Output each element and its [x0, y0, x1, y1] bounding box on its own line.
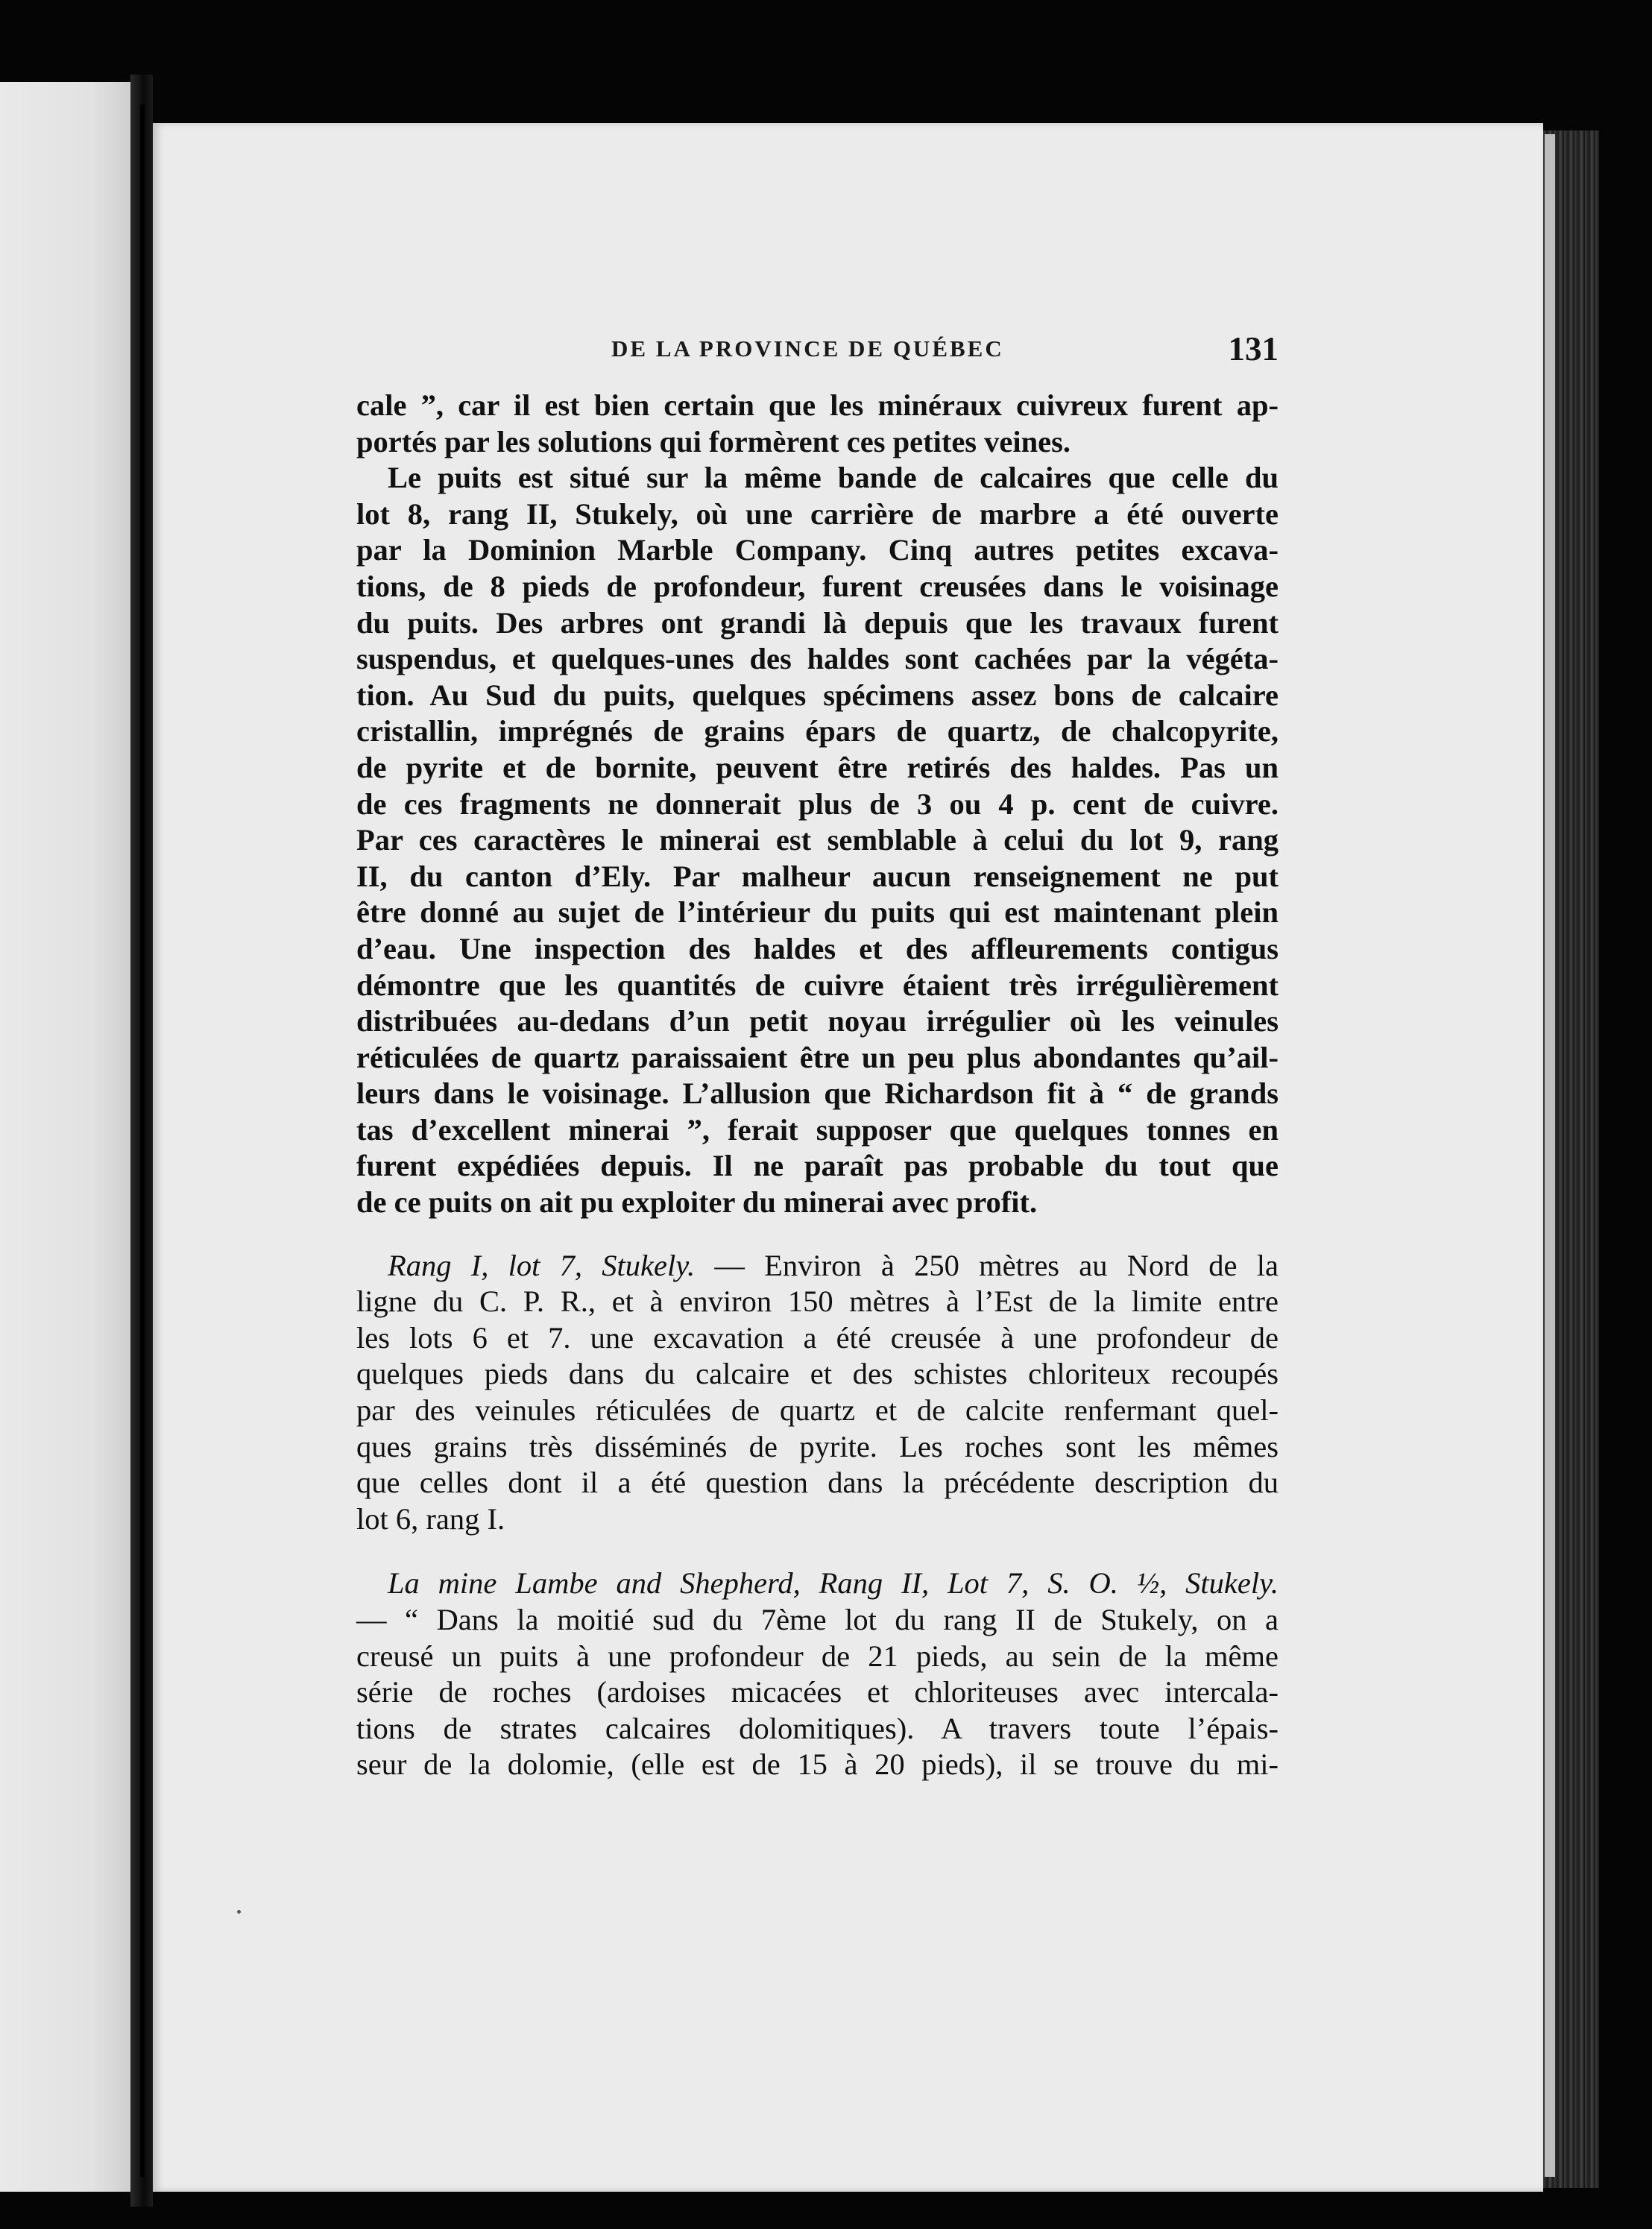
text-line: Le puits est situé sur la même bande de calcaires que celle du	[388, 461, 1279, 495]
text-line: tions de strates calcaires dolomitiques). A travers toute l’épais-	[356, 1711, 1279, 1745]
text-line: tion. Au Sud du puits, quelques spécimens assez bons de calcaire	[356, 678, 1279, 712]
text-line: tas d’excellent minerai ”, ferait supposer que quelques tonnes en	[356, 1112, 1279, 1147]
text-line: série de roches (ardoises micacées et chloriteuses avec intercala-	[356, 1675, 1279, 1709]
paragraph-spacer	[356, 1537, 1279, 1566]
text-line: d’eau. Une inspection des haldes et des affleurements contigus	[356, 931, 1279, 965]
text-line: lot 8, rang II, Stukely, où une carrière de marbre a été ouverte	[356, 496, 1279, 531]
text-line: Par ces caractères le minerai est semblable à celui du lot 9, rang	[356, 823, 1279, 857]
paragraph-lambe-shepherd	[356, 1566, 1279, 1783]
heading-continuation: — Environ à 250 mètres au Nord de la	[714, 1248, 1279, 1282]
running-header	[358, 330, 1279, 374]
text-line: par des veinules réticulées de quartz et de calcite renfermant quel-	[356, 1393, 1279, 1428]
page-number: 131	[1228, 330, 1279, 368]
text-line: creusé un puits à une profondeur de 21 pieds, au sein de la même	[356, 1639, 1279, 1673]
text-line: être donné au sujet de l’intérieur du puits qui est maintenant plein	[356, 895, 1279, 930]
running-title: DE LA PROVINCE DE QUÉBEC	[611, 335, 1004, 362]
section-heading: La mine Lambe and Shepherd, Rang II, Lot 7, S. O. ½, Stukely.	[388, 1566, 1279, 1601]
text-line: que celles dont il a été question dans la précédente description du	[356, 1466, 1279, 1500]
section-heading: Rang I, lot 7, Stukely.	[388, 1248, 696, 1282]
text-line	[356, 1248, 1279, 1284]
text-line: tions, de 8 pieds de profondeur, furent creusées dans le voisinage	[356, 569, 1279, 603]
paragraph-continuation	[356, 388, 1279, 460]
facing-page-edge	[0, 82, 130, 2192]
text-line: du puits. Des arbres ont grandi là depuis que les travaux furent	[356, 605, 1279, 640]
text-line: cristallin, imprégnés de grains épars de quartz, de chalcopyrite,	[356, 714, 1279, 748]
paper-speck	[237, 1910, 241, 1914]
text-line: de ce puits on ait pu exploiter du minerai avec profit.	[356, 1185, 1038, 1220]
paragraph-puits	[356, 460, 1279, 1220]
text-line: de pyrite et de bornite, peuvent être retirés des haldes. Pas un	[356, 750, 1279, 784]
paragraph-rang-i-lot-7	[356, 1248, 1279, 1538]
text-line: ques grains très disséminés de pyrite. Les roches sont les mêmes	[356, 1429, 1279, 1463]
text-line: les lots 6 et 7. une excavation a été creusée à une profondeur de	[356, 1320, 1279, 1355]
text-line: démontre que les quantités de cuivre étaient très irrégulièrement	[356, 968, 1279, 1002]
text-line: lot 6, rang I.	[356, 1501, 505, 1536]
paragraph-spacer	[356, 1221, 1279, 1248]
page-body	[356, 388, 1279, 1783]
text-line: distribuées au-dedans d’un petit noyau irrégulier où les veinules	[356, 1004, 1279, 1038]
text-line: quelques pieds dans du calcaire et des schistes chloriteux recoupés	[356, 1357, 1279, 1391]
text-line: furent expédiées depuis. Il ne paraît pas probable du tout que	[356, 1149, 1279, 1183]
text-line: réticulées de quartz paraissaient être un peu plus abondantes qu’ail-	[356, 1040, 1279, 1074]
text-line: leurs dans le voisinage. L’allusion que Richardson fit à “ de grands	[356, 1076, 1279, 1111]
page-edge-highlight	[1545, 134, 1555, 2177]
text-line: suspendus, et quelques-unes des haldes sont cachées par la végéta-	[356, 642, 1279, 676]
text-line: portés par les solutions qui formèrent ces petites veines.	[356, 424, 1071, 458]
text-line: cale ”, car il est bien certain que les minéraux cuivreux furent ap-	[356, 388, 1279, 422]
text-line: — “ Dans la moitié sud du 7ème lot du rang II de Stukely, on a	[356, 1603, 1279, 1636]
text-line: par la Dominion Marble Company. Cinq autres petites excava-	[356, 533, 1279, 567]
text-line: de ces fragments ne donnerait plus de 3 ou 4 p. cent de cuivre.	[356, 786, 1279, 821]
gutter-shadow-line	[140, 104, 145, 2177]
text-line: seur de la dolomie, (elle est de 15 à 20 pieds), il se trouve du mi-	[356, 1747, 1279, 1782]
text-line: II, du canton d’Ely. Par malheur aucun renseignement ne put	[356, 859, 1279, 893]
text-line: ligne du C. P. R., et à environ 150 mètres à l’Est de la limite entre	[356, 1284, 1279, 1319]
